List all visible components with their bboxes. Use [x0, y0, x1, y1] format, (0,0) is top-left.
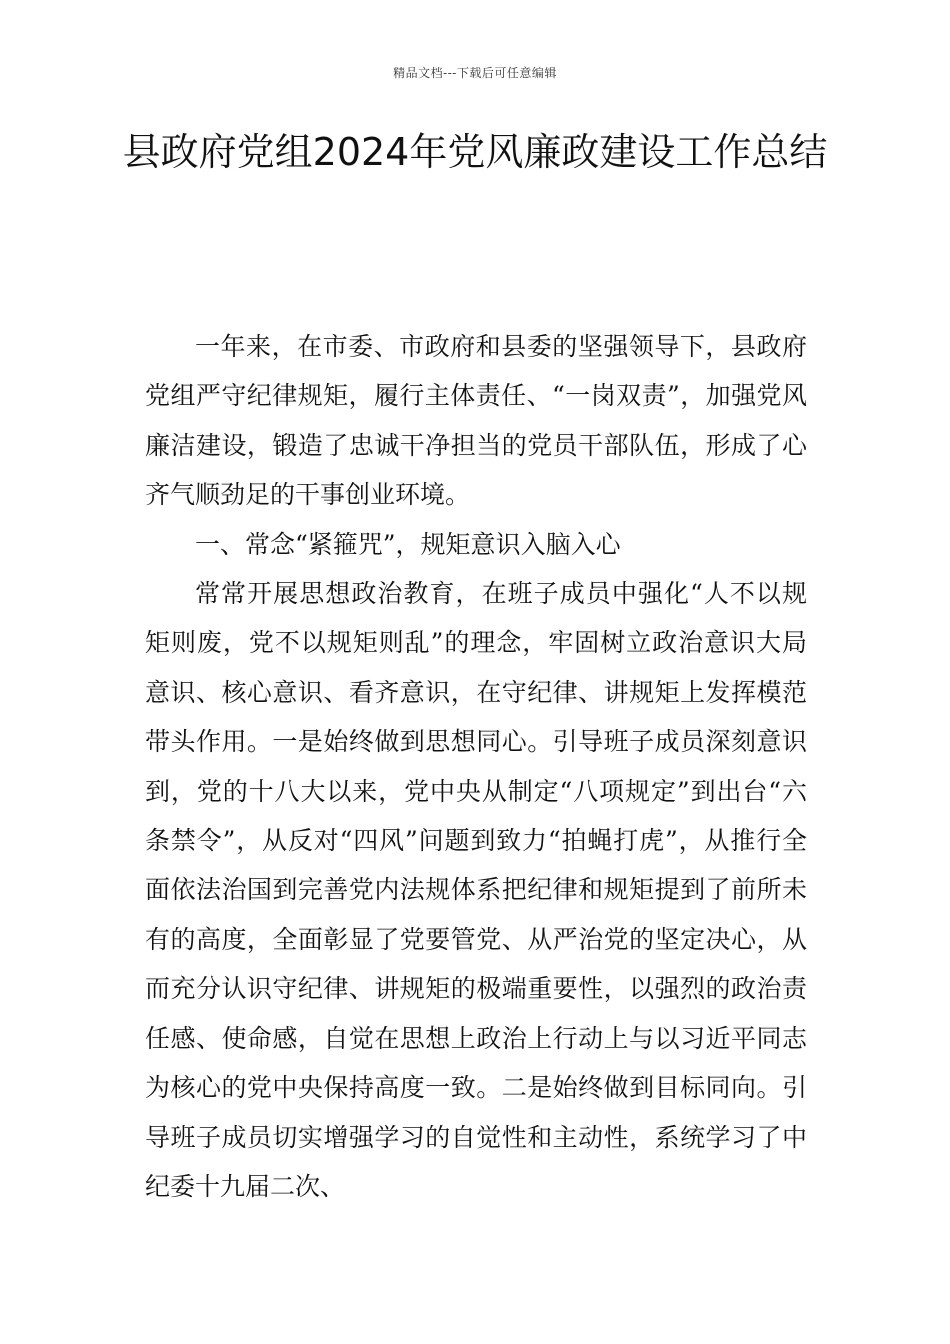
- document-title: 县政府党组2024年党风廉政建设工作总结: [122, 130, 828, 174]
- header-note: 精品文档---下载后可任意编辑: [393, 66, 557, 80]
- paragraph-section-1: 常常开展思想政治教育，在班子成员中强化“人不以规矩则废，党不以规矩则乱”的理念，牢固树立政治意识大局意识、核心意识、看齐意识，在守纪律、讲规矩上发挥模范带头作用。一是始终做到思想同心。引导班子成员深刻意识到，党的十八大以来，党中央从制定“八项规定”到出台“六条禁令”，从反对“四风”问题到致力“拍蝇打虎”，从推行全面依法治国到完善党内法规体系把纪律和规矩提到了前所未有的高度，全面彰显了党要管党、从严治党的坚定决心，从而充分认识守纪律、讲规矩的极端重要性，以强烈的政治责任感、使命感，自觉在思想上政治上行动上与以习近平同志为核心的党中央保持高度一致。二是始终做到目标同向。引导班子成员切实增强学习的自觉性和主动性，系统学习了中纪委十九届二次、: [145, 579, 807, 1201]
- document-body: [145, 322, 807, 1211]
- paragraph-intro: 一年来，在市委、市政府和县委的坚强领导下，县政府党组严守纪律规矩，履行主体责任、“一岗双责”，加强党风廉洁建设，锻造了忠诚干净担当的党员干部队伍，形成了心齐气顺劲足的干事创业环境。: [145, 332, 807, 510]
- section-heading-1: 一、常念“紧箍咒”，规矩意识入脑入心: [195, 529, 621, 559]
